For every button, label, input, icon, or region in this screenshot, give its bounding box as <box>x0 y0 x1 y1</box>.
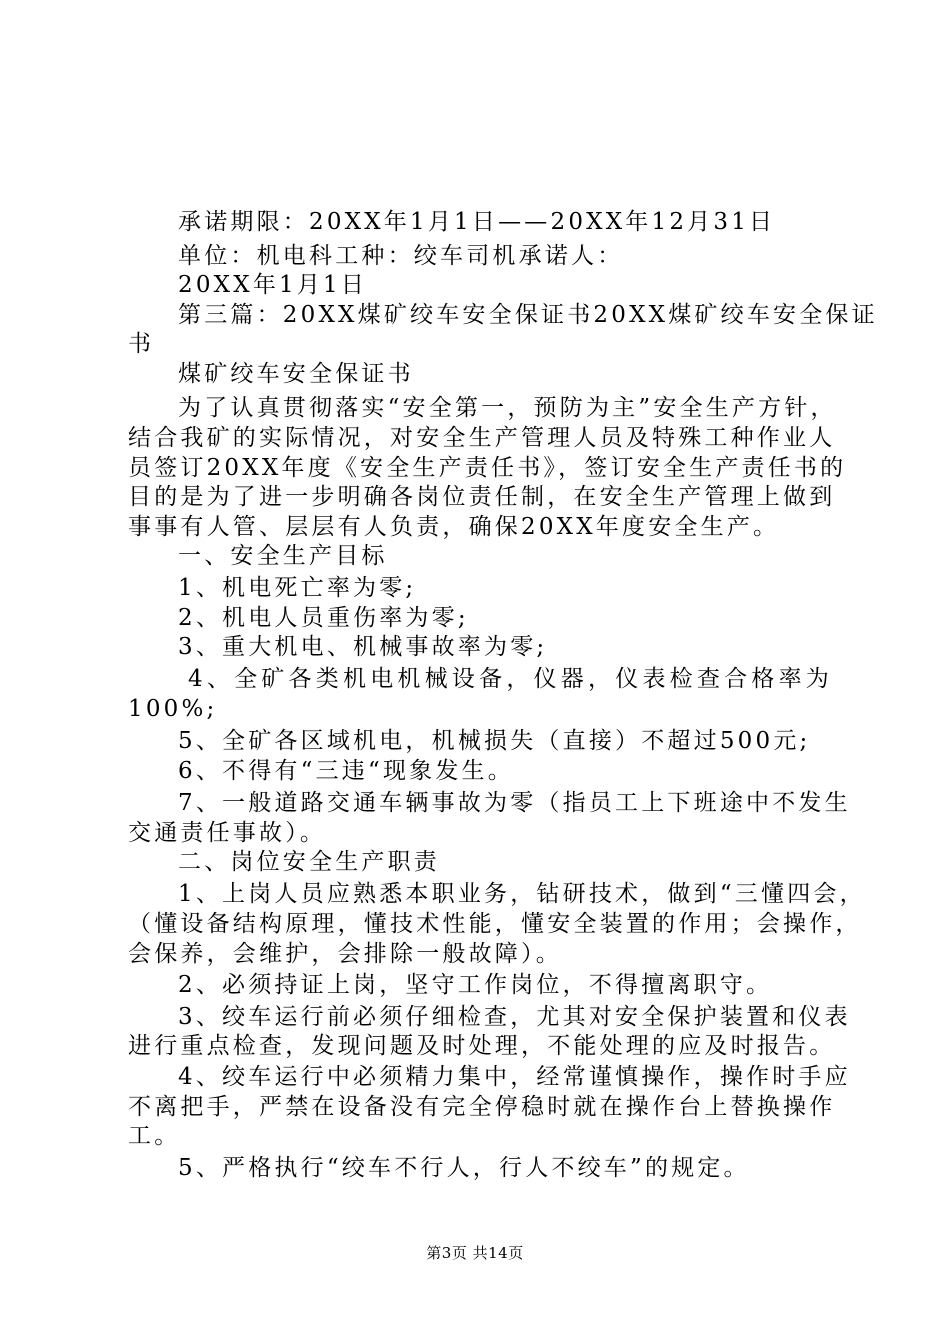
list-item: 进行重点检查，发现问题及时处理，不能处理的应及时报告。 <box>128 1033 836 1059</box>
list-item: 4、全矿各类机电机械设备，仪器，仪表检查合格率为 <box>188 666 832 692</box>
paragraph-line: 事事有人管、层层有人负责，确保20XX年度安全生产。 <box>128 514 780 540</box>
list-item: 2、机电人员重伤率为零; <box>178 605 469 631</box>
paragraph-line: 为了认真贯彻落实“安全第一，预防为主”安全生产方针， <box>178 395 837 421</box>
page-number-footer: 第3页 共14页 <box>426 1244 524 1262</box>
text-line: 单位：机电科工种：绞车司机承诺人： <box>178 243 624 269</box>
list-item: 5、全矿各区域机电，机械损失（直接）不超过500元; <box>178 728 811 754</box>
list-item: 不离把手，严禁在设备没有完全停稳时就在操作台上替换操作 <box>128 1094 836 1120</box>
text-line: 20XX年1月1日 <box>178 272 368 298</box>
section-heading: 二、岗位安全生产职责 <box>178 849 440 875</box>
list-item: 5、严格执行“绞车不行人，行人不绞车”的规定。 <box>178 1155 750 1181</box>
paragraph-line: 结合我矿的实际情况，对安全生产管理人员及特殊工种作业人 <box>128 425 836 451</box>
list-item: 工。 <box>128 1123 181 1149</box>
text-line: 书 <box>128 331 155 357</box>
list-item: 会保养，会维护，会排除一般故障）。 <box>128 941 562 967</box>
heading: 煤矿绞车安全保证书 <box>178 361 414 387</box>
list-item: 1、上岗人员应熟悉本职业务，钻研技术，做到“三懂四会， <box>178 881 866 907</box>
list-item: （懂设备结构原理，懂技术性能，懂安全装置的作用；会操作， <box>128 911 862 937</box>
text-line: 第三篇：20XX煤矿绞车安全保证书20XX煤矿绞车安全保证 <box>178 302 878 328</box>
paragraph-line: 目的是为了进一步明确各岗位责任制，在安全生产管理上做到 <box>128 484 836 510</box>
list-item: 1、机电死亡率为零; <box>178 575 417 601</box>
list-item: 6、不得有“三违“现象发生。 <box>178 758 514 784</box>
list-item: 3、重大机电、机械事故率为零; <box>178 634 548 660</box>
paragraph-line: 员签订20XX年度《安全生产责任书》，签订安全生产责任书的 <box>128 455 847 481</box>
section-heading: 一、安全生产目标 <box>178 543 388 569</box>
list-item: 7、一般道路交通车辆事故为零（指员工上下班途中不发生 <box>178 790 851 816</box>
list-item: 100%; <box>128 696 218 722</box>
list-item: 4、绞车运行中必须精力集中，经常谨慎操作，操作时手应 <box>178 1064 851 1090</box>
list-item: 交通责任事故）。 <box>128 820 327 846</box>
text-line: 承诺期限：20XX年1月1日——20XX年12月31日 <box>178 209 776 235</box>
list-item: 3、绞车运行前必须仔细检查，尤其对安全保护装置和仪表 <box>178 1004 851 1030</box>
list-item: 2、必须持证上岗，坚守工作岗位，不得擅离职守。 <box>178 972 773 998</box>
